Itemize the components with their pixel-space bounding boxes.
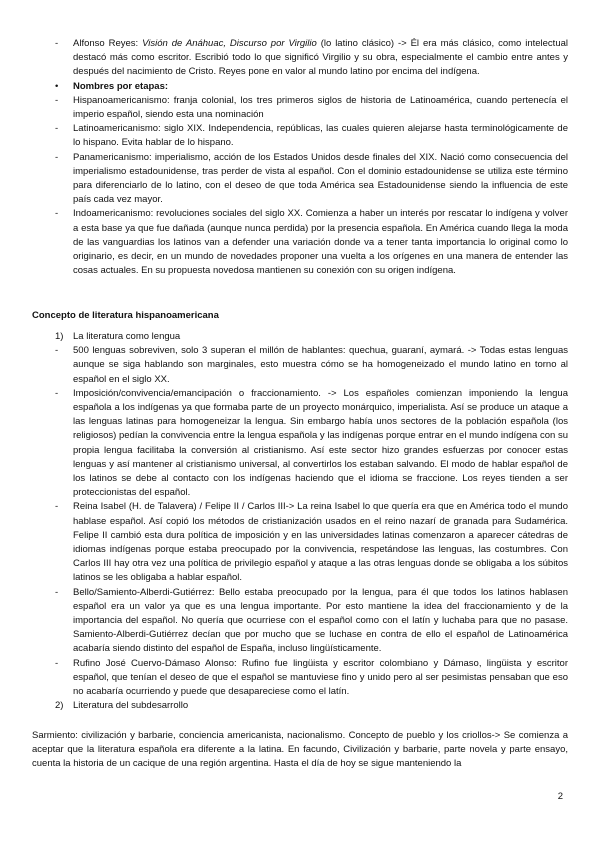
list-item-text <box>73 330 568 344</box>
text-run: (lo latino clásico) -> Él era más clásico, como intelectual destacó más como escritor. Escribió todo lo que significó Virgilio y su obra, especialmente el cambio entre antes y después del nacimiento de Cristo. Reyes pone en valor al mundo latino por encima del indígena. <box>73 38 568 78</box>
list-marker: - <box>55 345 59 357</box>
list-item <box>0 344 599 387</box>
list-marker: 2) <box>55 700 64 712</box>
text-run: Indoamericanismo: revoluciones sociales del siglo XX. Comienza a haber un interés por rescatar lo indígena y volver a esta base ya que fue dañada (aunque nunca perdida) por la presencia española. En América cuando llega la moda de las vanguardias los latinos van a defender una variación donde va a tener tanta importancia lo original como lo originario, es decir, en un mundo de novedades proponer una vuelta a los orígenes en una manera de entender las cosas actuales. En su propuesta novedosa mantienen su conexión con su origen indígena. <box>73 208 568 277</box>
list-marker: - <box>55 123 59 135</box>
list-item <box>0 330 599 344</box>
concept-list <box>0 330 599 713</box>
list-item-text <box>73 122 568 150</box>
section-heading: Concepto de literatura hispanoamericana <box>32 310 219 321</box>
list-item-text <box>73 387 568 501</box>
list-item-text <box>73 37 568 80</box>
text-run: Latinoamericanismo: siglo XIX. Independencia, repúblicas, las cuales quieren alejarse hasta terminológicamente de lo hispano. Evita hablar de lo hispano. <box>73 123 568 149</box>
text-run: Rufino José Cuervo-Dámaso Alonso: Rufino fue lingüista y escritor colombiano y Dámaso, lingüista y escritor español, que tenían el deseo de que el español se mantuviese fino y unido pero al ser pesimistas pensaban que eso no acabaría ocurriendo y puede que desapareciese como el latín. <box>73 657 568 698</box>
list-marker: - <box>55 501 59 513</box>
list-item <box>0 500 599 585</box>
text-run: Alfonso Reyes: <box>73 38 143 49</box>
text-run: 500 lenguas sobreviven, solo 3 superan el millón de hablantes: quechua, guaraní, aymará. -> Todas estas lenguas aunque se siga hablando son marginales, esto muestra cómo se ha homogeneizado el mundo latino en torno al español en el siglo XX. <box>73 345 568 385</box>
text-run: Nombres por etapas: <box>73 80 169 92</box>
list-item-text <box>73 80 568 94</box>
list-item-text <box>73 151 568 208</box>
list-item-text <box>73 586 568 657</box>
text-run: Bello/Samiento-Alberdi-Gutiérrez: Bello estaba preocupado por la lengua, para él que todos los latinos hablasen español era un valor ya que es una lengua importante. Por esto mantiene la idea del fraccionamiento y de la importancia del español. No quería que ocurriese con el español como con el latín y luchaba para que no pasase. Samiento-Alberdi-Gutiérrez decían que por mucho que se luchase en contra de ello el español de Latinoamérica acabaría siendo distinto del español de España, incluso lingüísticamente. <box>73 586 568 655</box>
list-item-text <box>73 207 568 278</box>
list-item <box>0 699 599 713</box>
list-marker: - <box>55 586 59 598</box>
stages-list <box>0 37 599 278</box>
list-item-text <box>73 699 568 713</box>
text-run: Literatura del subdesarrollo <box>73 700 189 712</box>
list-marker: - <box>55 208 59 220</box>
bullet-marker: • <box>55 80 59 92</box>
text-run: Panamericanismo: imperialismo, acción de los Estados Unidos desde finales del XIX. Nació como consecuencia del imperialismo estadounidense, tras perder de vista al español. Con el dominio estadounidense se utiliza este término para diferenciarlo de lo latino, con el deseo de que toda América sea Estadounidense siendo la influencia de este país cada vez mayor. <box>73 151 568 206</box>
list-item <box>0 37 599 80</box>
page-number: 2 <box>557 791 563 802</box>
list-item-text <box>73 657 568 700</box>
text-run: Reina Isabel (H. de Talavera) / Felipe II / Carlos III-> La reina Isabel lo que quería era que en América todo el mundo hablase español. Así copió los métodos de cristianización usados en el reino nazarí de granada para Sudamérica. Felipe II cambió esta dura política de imposición y en las universidades latinas comenzaron a aparecer cátedras de idiomas indígenas porque estaba preocupado por la convivencia, respetándose las lenguas, las costumbres. Con Carlos III hay otra vez una política de privilegio español y ataque a las otras lenguas donde se obligaba a los súbitos latinos se les obligaba a hablar español. <box>73 501 568 584</box>
list-item <box>0 80 599 94</box>
list-item <box>0 151 599 208</box>
text-run: Hispanoamericanismo: franja colonial, los tres primeros siglos de historia de Latinoamérica, cuando pertenecía el imperio español, siendo esta una nominación <box>73 94 568 121</box>
list-item-text <box>73 500 568 585</box>
text-run: Visión de Anáhuac, Discurso por Virgilio <box>142 38 317 49</box>
list-item <box>0 657 599 700</box>
list-marker: - <box>55 657 59 669</box>
list-marker: - <box>55 94 59 106</box>
list-item-text <box>73 344 568 387</box>
list-item <box>0 122 599 150</box>
list-item <box>0 94 599 122</box>
list-marker: - <box>55 387 59 399</box>
list-marker: - <box>55 38 59 49</box>
list-item <box>0 586 599 657</box>
list-marker: - <box>55 151 59 163</box>
list-item <box>0 387 599 501</box>
list-item <box>0 207 599 278</box>
text-run: Imposición/convivencia/emancipación o fraccionamiento. -> Los españoles comienzan imponiendo la lengua española a los indígenas ya que formaba parte de un proyecto monárquico, imperialista. Así se produce un ataque a las lenguas latinas para homogeneizar la lengua. Sin embargo había unos sectores de la población española (los religiosos) pedían la convivencia entre la lengua española y las indígenas porque entrar en el mundo indígena con su propia lengua facilitaba la conversión al cristianismo. Así este sector hizo grandes esfuerzas por conocer estas lenguas y así mantener al cristianismo universal, al convertirlos los estaban salvando. El modo de hablar español de los latinos se debe al contacto con los indígenas haciendo que el idioma se fraccione. Los reyes tienden a ser proteccionistas del español. <box>73 387 568 499</box>
text-run: La literatura como lengua <box>73 331 181 342</box>
closing-paragraph: Sarmiento: civilización y barbarie, conciencia americanista, nacionalismo. Concepto de pueblo y los criollos-> Se comienza a aceptar que la literatura española era diferente a la latina. En facundo, Civilización y barbarie, parte novela y parte ensayo, cuenta la historia de un cacique de una región argentina. Hasta el día de hoy se sigue manteniendo la <box>32 730 568 770</box>
list-item-text <box>73 94 568 122</box>
list-marker: 1) <box>55 331 64 342</box>
